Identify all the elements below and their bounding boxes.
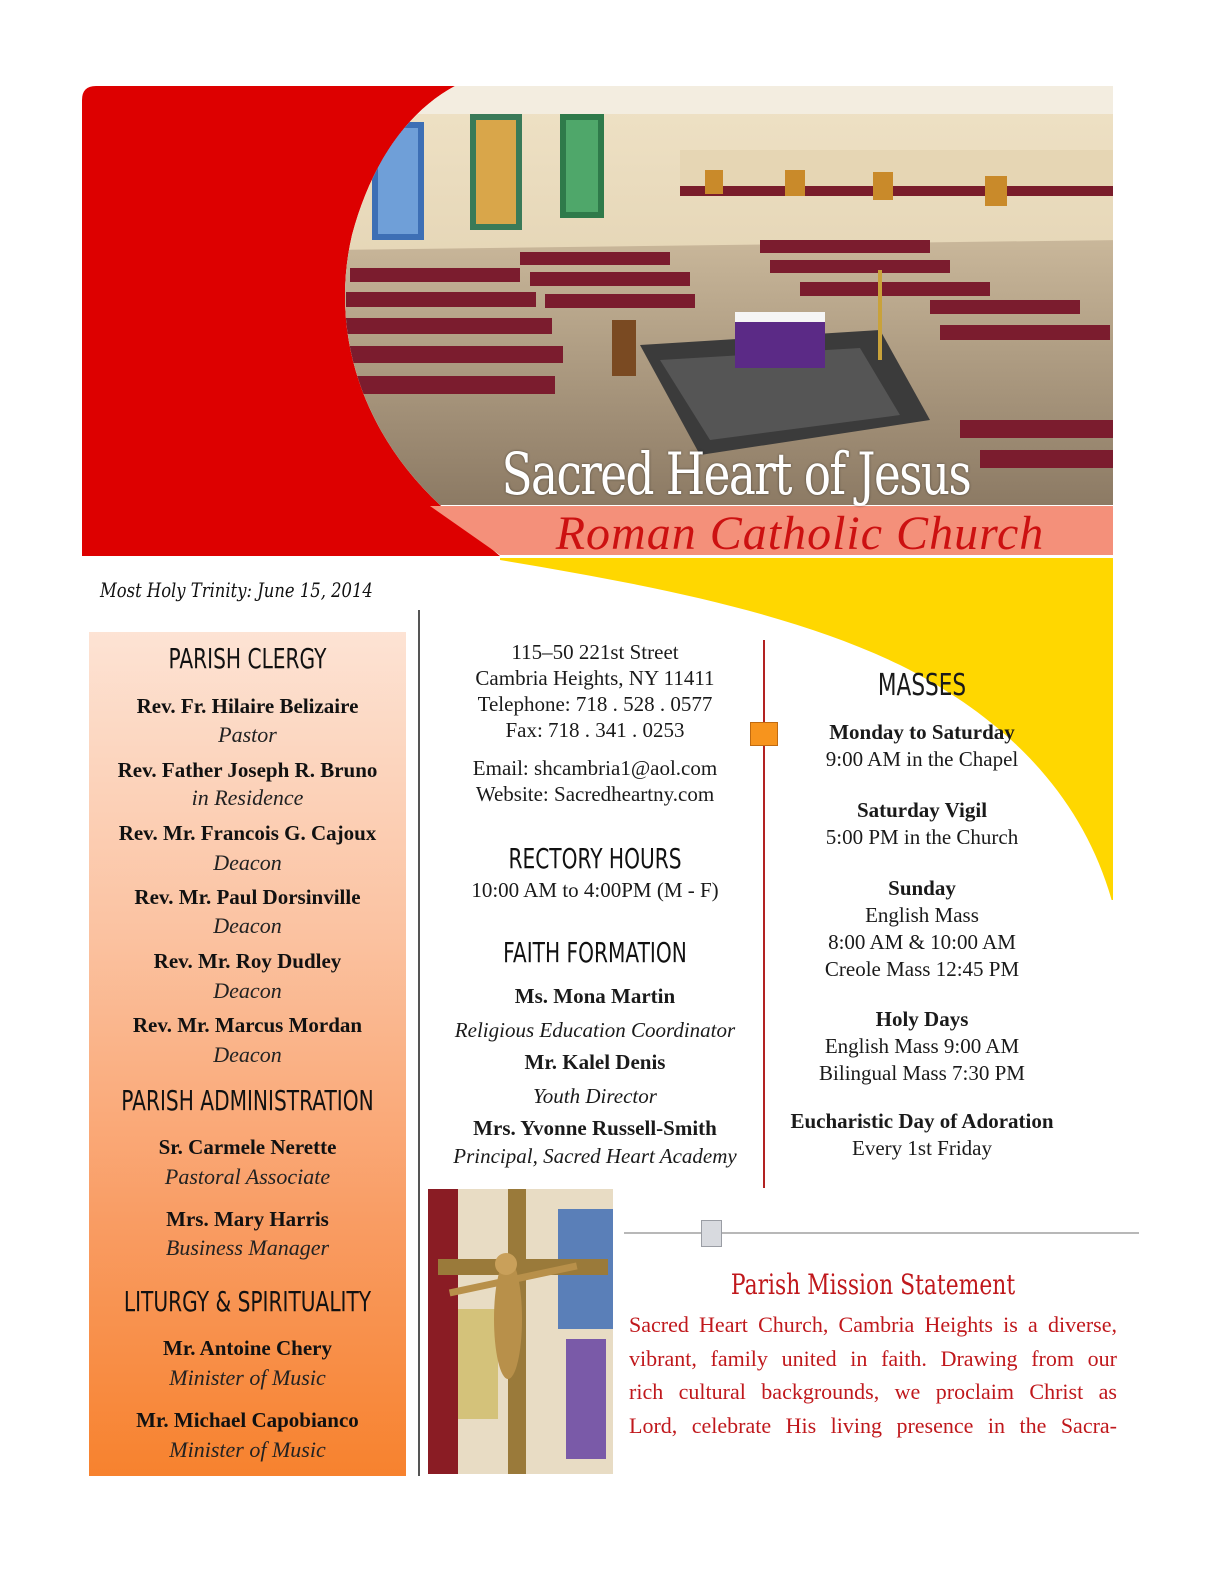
mass-block: [782, 719, 1062, 773]
clergy-name: Rev. Mr. Marcus Mordan: [132, 1013, 363, 1037]
rectory-block: [430, 842, 760, 903]
liturgy-name: Mr. Michael Capobianco: [136, 1408, 359, 1432]
clergy-role: Pastor: [218, 722, 277, 747]
masses-heading-wrap: [782, 668, 1062, 703]
mass-title: Sunday: [888, 876, 956, 900]
staff-panel: [89, 632, 406, 1476]
mass-block: [782, 875, 1062, 983]
clergy-name: Rev. Father Joseph R. Bruno: [117, 758, 378, 782]
liturgy-role: Minister of Music: [169, 1365, 326, 1390]
mass-line: Creole Mass 12:45 PM: [824, 957, 1020, 981]
mass-line: Bilingual Mass 7:30 PM: [819, 1061, 1025, 1085]
mass-block: [782, 797, 1062, 851]
clergy-name: Rev. Fr. Hilaire Belizaire: [136, 694, 359, 718]
church-subtitle: Roman Catholic Church: [555, 507, 1045, 560]
email[interactable]: Email: shcambria1@aol.com: [472, 756, 718, 780]
mission-line: vibrant, family united in faith. Drawing from our: [629, 1345, 1117, 1371]
rectory-hours: 10:00 AM to 4:00PM (M - F): [471, 878, 719, 902]
contact-block: [430, 639, 760, 807]
staff-role: Religious Education Coordinator: [454, 1018, 736, 1042]
rectory-heading: RECTORY HOURS: [508, 842, 682, 875]
staff-role: Youth Director: [533, 1084, 657, 1108]
mass-line: English Mass 9:00 AM: [824, 1034, 1020, 1058]
address-line-1: 115–50 221st Street: [511, 640, 679, 664]
mass-line: Every 1st Friday: [852, 1136, 992, 1160]
mission-line: Sacred Heart Church, Cambria Heights is a diverse,: [629, 1312, 1117, 1337]
staff-name: Ms. Mona Martin: [514, 984, 676, 1008]
staff-name: Mr. Kalel Denis: [524, 1050, 666, 1074]
clergy-heading: PARISH CLERGY: [168, 642, 327, 675]
faith-formation-block: [430, 936, 760, 969]
column-divider: [418, 610, 420, 1476]
staff-role: Principal, Sacred Heart Academy: [453, 1144, 737, 1168]
faith-formation-heading: FAITH FORMATION: [503, 936, 687, 969]
date-line: Most Holy Trinity: June 15, 2014: [100, 578, 373, 602]
faith-formation-people: [430, 983, 760, 1169]
mass-line: English Mass: [865, 903, 979, 927]
mass-title: Eucharistic Day of Adoration: [790, 1109, 1054, 1133]
mission-text: [629, 1308, 1117, 1442]
mass-block: [782, 1006, 1062, 1087]
staff-name: Mrs. Yvonne Russell-Smith: [473, 1116, 717, 1140]
admin-role: Business Manager: [165, 1235, 330, 1260]
clergy-role: Deacon: [213, 978, 282, 1003]
clergy-role: in Residence: [191, 785, 304, 810]
fax: Fax: 718 . 341 . 0253: [505, 718, 685, 742]
website[interactable]: Website: Sacredheartny.com: [475, 782, 715, 806]
mass-title: Saturday Vigil: [856, 798, 988, 822]
telephone: Telephone: 718 . 528 . 0577: [477, 692, 713, 716]
gray-marker: [701, 1220, 722, 1247]
admin-role: Pastoral Associate: [164, 1164, 331, 1189]
mass-line: 5:00 PM in the Church: [825, 825, 1019, 849]
admin-heading: PARISH ADMINISTRATION: [121, 1084, 374, 1117]
church-title: Sacred Heart of Jesus: [501, 440, 971, 508]
address-line-2: Cambria Heights, NY 11411: [475, 666, 715, 690]
orange-marker: [750, 722, 778, 746]
mass-block: [782, 1108, 1062, 1162]
liturgy-heading: LITURGY & SPIRITUALITY: [123, 1285, 372, 1318]
mass-title: Holy Days: [875, 1007, 969, 1031]
mass-line: 8:00 AM & 10:00 AM: [828, 930, 1016, 954]
clergy-role: Deacon: [213, 913, 282, 938]
clergy-name: Rev. Mr. Paul Dorsinville: [134, 885, 361, 909]
clergy-name: Rev. Mr. Roy Dudley: [153, 949, 342, 973]
clergy-role: Deacon: [213, 1042, 282, 1067]
clergy-role: Deacon: [213, 850, 282, 875]
liturgy-role: Minister of Music: [169, 1437, 326, 1462]
admin-name: Mrs. Mary Harris: [166, 1207, 329, 1231]
mission-title: Parish Mission Statement: [730, 1268, 1016, 1301]
admin-name: Sr. Carmele Nerette: [158, 1135, 337, 1159]
crucifix-photo: [428, 1189, 613, 1474]
clergy-name: Rev. Mr. Francois G. Cajoux: [118, 821, 377, 845]
mass-line: 9:00 AM in the Chapel: [825, 747, 1019, 771]
mission-line: rich cultural backgrounds, we proclaim Christ as: [629, 1379, 1117, 1404]
masses-heading: MASSES: [877, 668, 967, 703]
liturgy-name: Mr. Antoine Chery: [163, 1336, 332, 1360]
mission-line: Lord, celebrate His living presence in the Sacra-: [629, 1412, 1117, 1438]
mass-title: Monday to Saturday: [829, 720, 1015, 744]
